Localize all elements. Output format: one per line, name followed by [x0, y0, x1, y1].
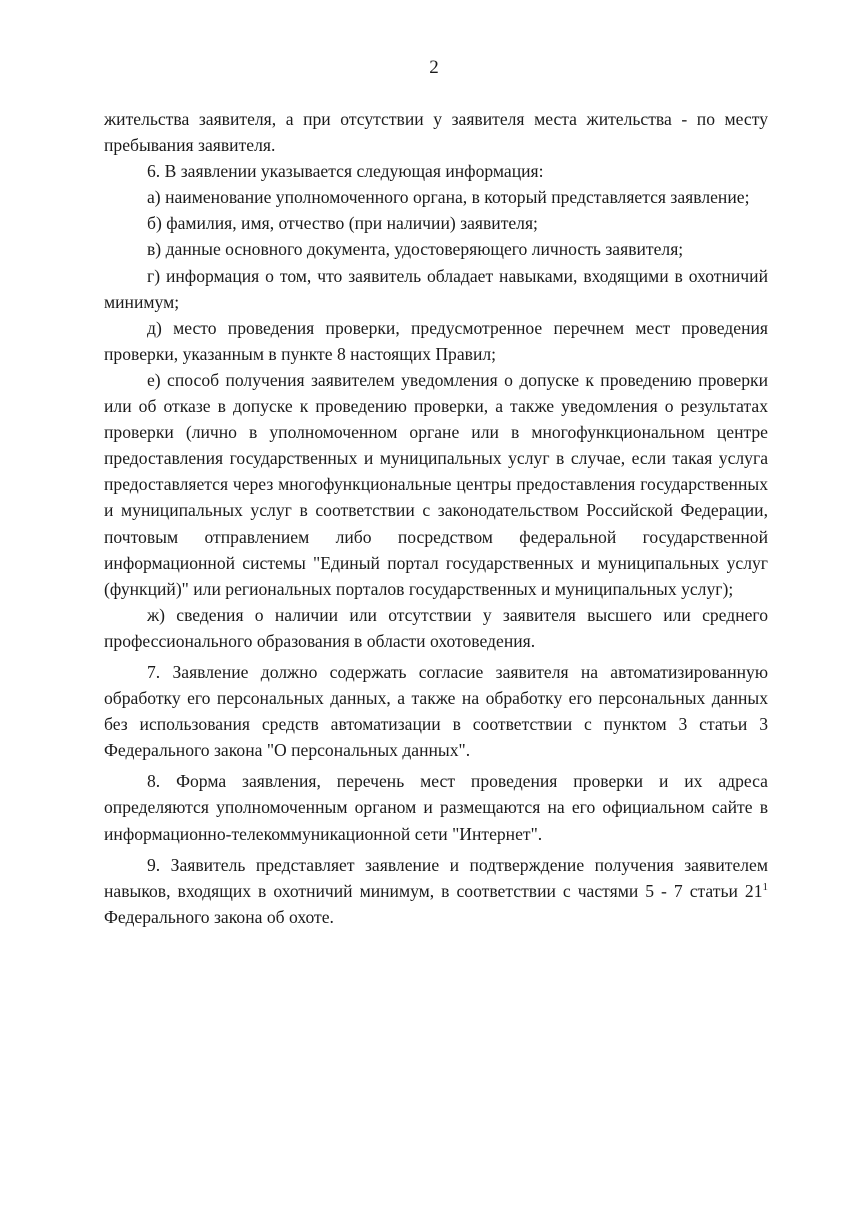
item-v-identity-document: в) данные основного документа, удостоверяющего личность заявителя; — [147, 239, 684, 260]
paragraph-9-submission — [104, 852, 768, 930]
item-b-full-name: б) фамилия, имя, отчество (при наличии) заявителя; — [147, 213, 538, 234]
paragraph-9-text: 9. Заявитель представляет заявление и подтверждение получения заявителем навыков, входящих в охотничий минимум, в соответствии с частями 5 - 7 статьи 21 — [104, 854, 768, 901]
paragraph-8-form-and-locations: 8. Форма заявления, перечень мест проведения проверки и их адреса определяются уполномоченным органом и размещаются на его официальном сайте в информационно-телекоммуникационной сети "Интернет". — [104, 771, 768, 844]
page-number: 2 — [429, 57, 439, 78]
item-a-authority-name: а) наименование уполномоченного органа, в который представляется заявление; — [147, 187, 750, 208]
document-body — [104, 106, 768, 930]
item-e-notification-method: е) способ получения заявителем уведомления о допуске к проведению проверки или об отказе в допуске к проведению проверки, а также уведомления о результатах проверки (лично в уполномоченном органе или в многофункциональном центре предоставления государственных и муниципальных услуг в случае, если такая услуга предоставляется через многофункциональные центры предоставления государственных и муниципальных услуг в соответствии с законодательством Российской Федерации, почтовым отправлением либо посредством федеральной государственной информационной системы "Единый портал государственных и муниципальных услуг (функций)" или региональных порталов государственных и муниципальных услуг); — [104, 369, 768, 599]
item-g-hunting-skills: г) информация о том, что заявитель обладает навыками, входящими в охотничий минимум; — [104, 265, 768, 312]
paragraph-7-personal-data-consent: 7. Заявление должно содержать согласие заявителя на автоматизированную обработку его персональных данных, а также на обработку его персональных данных без использования средств автоматизации в соответствии с пунктом 3 статьи 3 Федерального закона "О персональных данных". — [104, 661, 768, 761]
item-zh-education-info: ж) сведения о наличии или отсутствии у заявителя высшего или среднего профессионального образования в области охотоведения. — [104, 604, 768, 651]
paragraph-6-application-info: 6. В заявлении указывается следующая информация: — [147, 161, 544, 182]
article-superscript: 1 — [762, 880, 768, 893]
paragraph-residence-continuation: жительства заявителя, а при отсутствии у заявителя места жительства - по месту пребывания заявителя. — [104, 109, 768, 156]
paragraph-9-text-end: Федерального закона об охоте. — [104, 906, 334, 927]
item-d-check-location: д) место проведения проверки, предусмотренное перечнем мест проведения проверки, указанным в пункте 8 настоящих Правил; — [104, 317, 768, 364]
